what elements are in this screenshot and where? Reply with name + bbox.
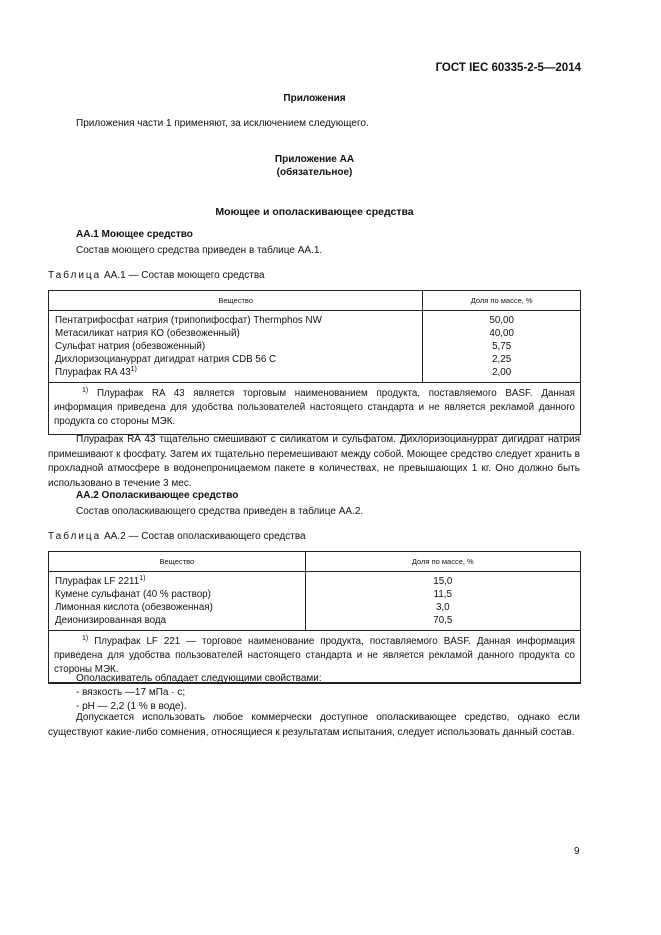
table1-row-value: 5,75 xyxy=(492,341,512,352)
table2-row-name-with-sup xyxy=(55,575,305,588)
annex-title: Приложение АА xyxy=(274,154,355,165)
table2-footnote-text: Плурафак LF 221 — торговое наименование продукта, поставляемого BASF. Данная информация приведена для удобства пользователей настоящего стандарта и не является рекламой данного продукта со стороны МЭК. xyxy=(54,636,575,675)
section1-heading: АА.1 Моющее средство xyxy=(76,229,193,240)
table1-row-name: Плурафак RA 43 xyxy=(55,367,131,378)
table1-row-name: Сульфат натрия (обезвоженный) xyxy=(55,341,206,352)
standard-number: ГОСТ IEC 60335-2-5—2014 xyxy=(435,62,581,74)
table2-row-value: 11,5 xyxy=(433,589,452,600)
table1-row-name: Дихлоризоциануррат дигидрат натрия CDB 56 C xyxy=(55,354,277,365)
table2-caption xyxy=(48,531,306,542)
table2-row-value: 70,5 xyxy=(433,615,453,626)
table2-row-name: Лимонная кислота (обезвоженная) xyxy=(55,602,213,613)
table1-caption-rest: АА.1 — Состав моющего средства xyxy=(104,270,265,281)
table1-caption-word: Таблица xyxy=(48,270,102,281)
table2-caption-rest: АА.2 — Состав ополаскивающего средства xyxy=(104,531,306,542)
table1-row-value: 40,00 xyxy=(489,328,514,339)
final-paragraph-text: Допускается использовать любое коммерчески доступное ополаскивающее средство, однако если существуют какие-либо сомнения, относящиеся к результатам испытания, следует использовать данный состав. xyxy=(48,712,580,738)
section2-intro: Состав ополаскивающего средства приведен в таблице АА.2. xyxy=(76,506,364,517)
table1-footnote xyxy=(49,383,581,435)
annex-heading: Моющее и ополаскивающее средства xyxy=(215,206,414,218)
table1 xyxy=(48,290,581,435)
footnote-ref: 1) xyxy=(139,575,146,582)
section2-heading: АА.2 Ополаскивающее средство xyxy=(76,490,239,501)
table2-col-substance: Вещество xyxy=(49,552,306,572)
table2-row-name: Кумене сульфанат (40 % раствор) xyxy=(55,589,211,600)
table2-row-value: 3,0 xyxy=(435,602,450,613)
annex-subtitle: (обязательное) xyxy=(276,167,353,178)
properties-intro: Ополаскиватель обладает следующими свойствами: xyxy=(76,673,322,684)
footnote-mark: 1) xyxy=(82,635,89,642)
property-item: - вязкость —17 мПа · с; xyxy=(76,687,186,698)
appendices-text: Приложения части 1 применяют, за исключением следующего. xyxy=(76,118,369,129)
appendices-title: Приложения xyxy=(283,93,346,104)
page-number: 9 xyxy=(574,846,580,857)
table1-col-share: Доля по массе, % xyxy=(423,291,581,311)
table2-col-share: Доля по массе, % xyxy=(305,552,580,572)
table1-row-name: Пентатрифосфат натрия (трипопифосфат) Thermphos NW xyxy=(55,315,322,326)
table1-row-name-with-sup xyxy=(55,366,422,379)
table1-row-value: 2,25 xyxy=(492,354,512,365)
table1-row-value: 2,00 xyxy=(492,367,512,378)
table1-footnote-text: Плурафак RA 43 является торговым наименованием продукта, поставляемого BASF. Данная информация приведена для удобства пользователей настоящего стандарта и не является рекламой данного продукта со стороны МЭК. xyxy=(54,388,575,427)
mix-paragraph-text: Плурафак RA 43 тщательно смешивают с силикатом и сульфатом. Дихлоризоциануррат дигидрат натрия примешивают к фосфату. Затем их тщательно перемешивают между собой. Моющее средство следует хранить в прохладной атмосфере в водонепроницаемом пакете в количествах, не превышающих 1 кг. Оно должно быть использовано в течение 3 мес. xyxy=(48,434,580,489)
table1-row-value: 50,00 xyxy=(489,315,514,326)
table2-row-name: Деионизированная вода xyxy=(55,615,167,626)
table1-col-substance: Вещество xyxy=(49,291,423,311)
footnote-ref: 1) xyxy=(130,366,137,373)
final-paragraph xyxy=(48,711,580,740)
table2 xyxy=(48,551,581,684)
table2-caption-word: Таблица xyxy=(48,531,102,542)
table2-row-value: 15,0 xyxy=(433,576,453,587)
table1-row-name: Метасиликат натрия КО (обезвоженный) xyxy=(55,328,240,339)
section1-intro: Состав моющего средства приведен в таблице АА.1. xyxy=(76,245,323,256)
mix-paragraph xyxy=(48,433,580,491)
table2-row-name: Плурафак LF 2211 xyxy=(55,576,140,587)
table1-caption xyxy=(48,270,265,281)
footnote-mark: 1) xyxy=(82,387,89,394)
property-item: - pH — 2,2 (1 % в воде). xyxy=(76,701,187,712)
